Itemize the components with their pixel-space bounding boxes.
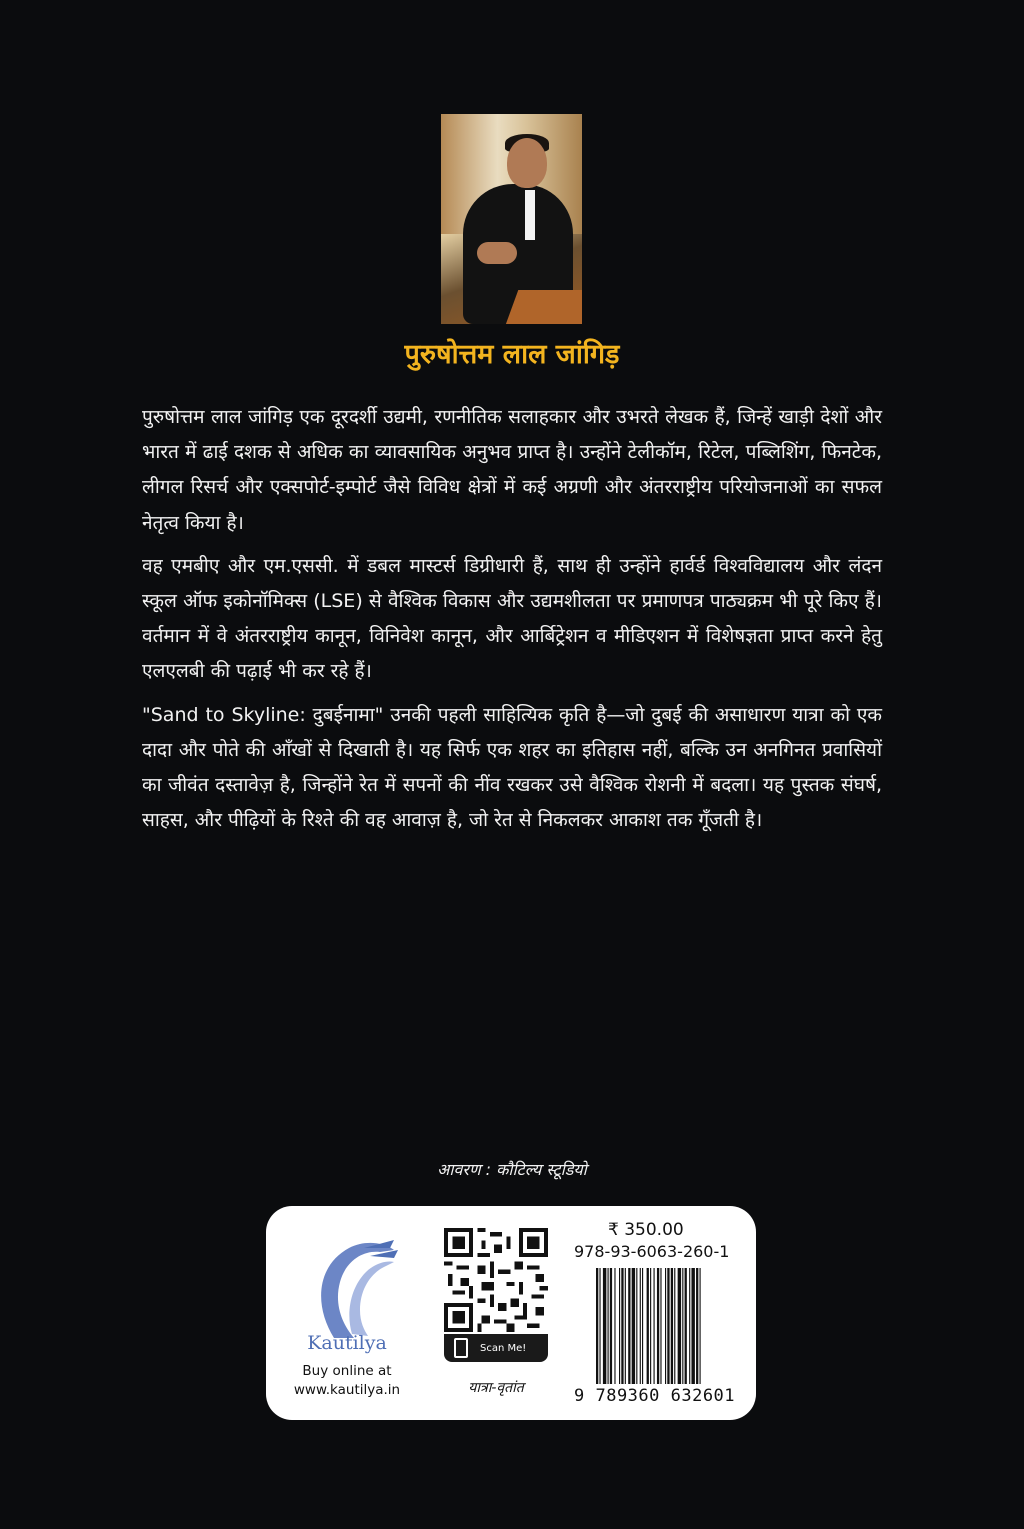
- bio-paragraph: वह एमबीए और एम.एससी. में डबल मास्टर्स डिग्रीधारी हैं, साथ ही उन्होंने हार्वर्ड विश्वविद्यालय और लंदन स्कूल ऑफ इकोनॉमिक्स (LSE) से वैश्विक विकास और उद्यमशीलता पर प्रमाणपत्र पाठ्यक्रम भी पूरे किए हैं। वर्तमान में वे अंतरराष्ट्रीय कानून, विनिवेश कानून, और आर्बिट्रेशन व मीडिएशन में विशेषज्ञता प्राप्त करने हेतु एलएलबी की पढ़ाई भी कर रहे हैं।: [142, 554, 882, 683]
- qr-code-icon[interactable]: [444, 1228, 548, 1332]
- kautilya-logo-icon: [294, 1226, 404, 1346]
- buy-online-text: [278, 1362, 416, 1400]
- bio-paragraph: पुरुषोत्तम लाल जांगिड़ एक दूरदर्शी उद्यमी, रणनीतिक सलाहकार और उभरते लेखक हैं, जिन्हें खाड़ी देशों और भारत में ढाई दशक से अधिक का व्यावसायिक अनुभव प्राप्त है। उन्होंने टेलीकॉम, रिटेल, पब्लिशिंग, फिनटेक, लीगल रिसर्च और एक्सपोर्ट-इम्पोर्ट जैसे विविध क्षेत्रों में कई अग्रणी और अंतरराष्ट्रीय परियोजनाओं का सफल नेतृत्व किया है।: [142, 406, 882, 534]
- author-bio: [142, 400, 882, 846]
- buy-online-line: Buy online at: [302, 1363, 392, 1379]
- barcode-icon: [596, 1268, 746, 1384]
- barcode-digits: 9 789360 632601: [574, 1386, 736, 1406]
- author-name: पुरुषोत्तम लाल जांगिड़: [404, 339, 620, 370]
- qr-code-block[interactable]: [444, 1228, 550, 1368]
- cover-credit: आवरण : कौटिल्य स्टूडियो: [437, 1160, 587, 1179]
- info-panel: [266, 1206, 756, 1420]
- author-photo: [441, 114, 582, 324]
- bio-paragraph: "Sand to Skyline: दुबईनामा" उनकी पहली साहित्यिक कृति है—जो दुबई की असाधारण यात्रा को एक दादा और पोते की आँखों से दिखाती है। यह सिर्फ एक शहर का इतिहास नहीं, बल्कि उन अनगिनत प्रवासियों का जीवंत दस्तावेज़ है, जिन्होंने रेत में सपनों की नींव रखकर उसे वैश्विक रोशनी में बदला। यह पुस्तक संघर्ष, साहस, और पीढ़ियों के रिश्ते की वह आवाज़ है, जो रेत से निकलकर आकाश तक गूँजती है।: [142, 703, 882, 832]
- publisher-url[interactable]: www.kautilya.in: [293, 1382, 401, 1398]
- scan-me-label: Scan Me!: [480, 1342, 527, 1354]
- phone-icon: [454, 1338, 468, 1358]
- isbn: 978-93-6063-260-1: [574, 1242, 730, 1261]
- scan-me-badge[interactable]: [444, 1334, 548, 1362]
- publisher-brand: Kautilya: [307, 1332, 387, 1354]
- genre-label: यात्रा-वृतांत: [468, 1380, 524, 1396]
- price: ₹ 350.00: [608, 1220, 684, 1240]
